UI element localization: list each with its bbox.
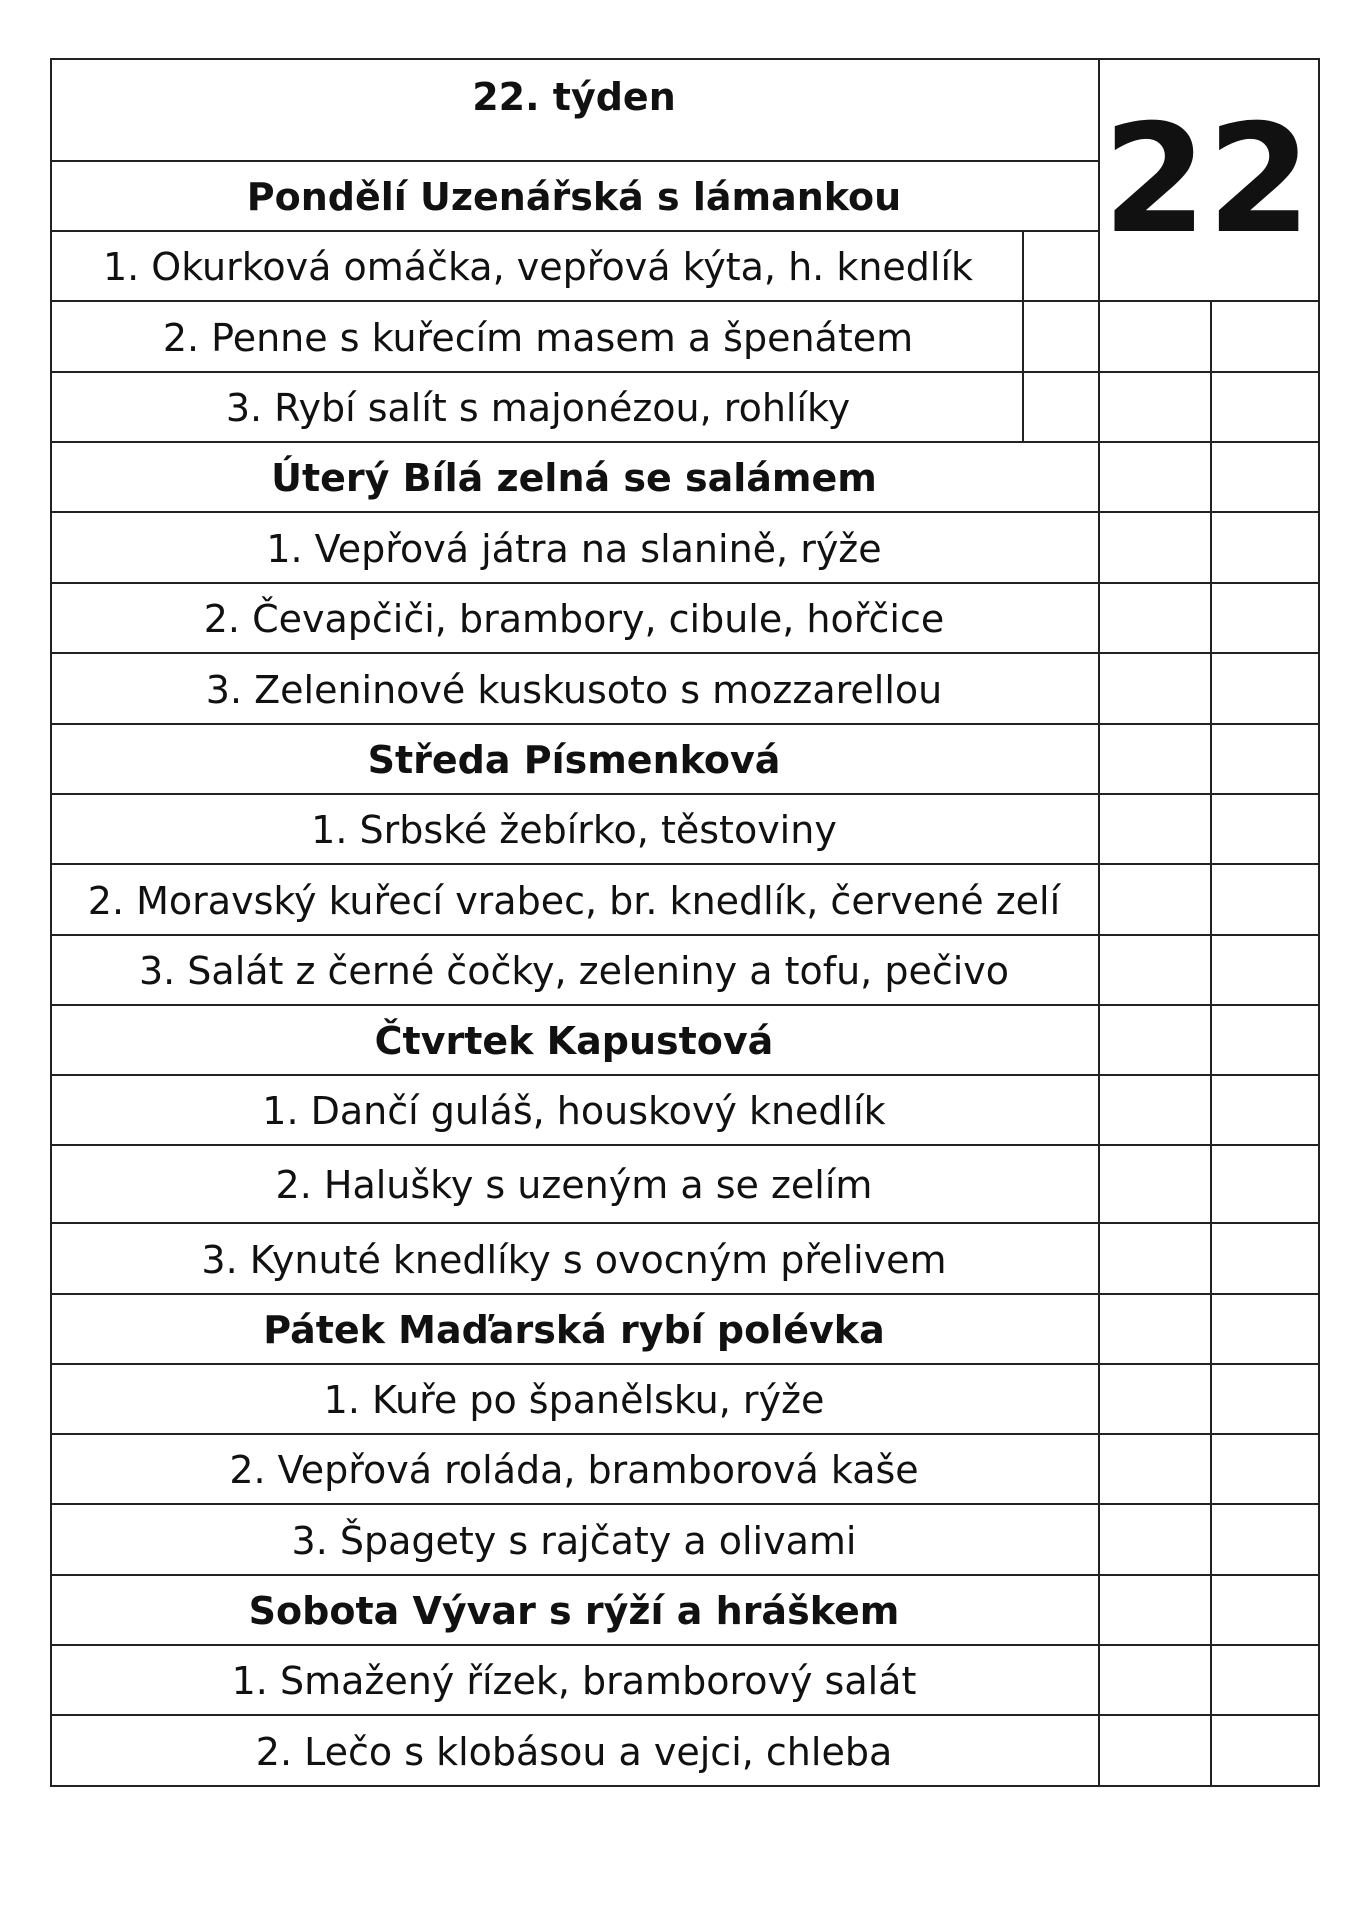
day-heading: Pondělí Uzenářská s lámankou [246, 175, 902, 219]
grid-line-h [50, 582, 1320, 584]
dish-item: 3. Kynuté knedlíky s ovocným přelivem [201, 1237, 947, 1282]
week-title: 22. týden [472, 75, 676, 119]
grid-line-h [50, 793, 1320, 795]
grid-line-h [50, 160, 1100, 162]
dish-item: 1. Okurková omáčka, vepřová kýta, h. knedlík [102, 245, 974, 289]
grid-line-h [50, 300, 1320, 302]
grid-line-h [50, 723, 1320, 725]
grid-line-h [50, 1074, 1320, 1076]
dish-item: 3. Salát z černé čočky, zeleniny a tofu, pečivo [138, 949, 1010, 993]
dish-item: 2. Moravský kuřecí vrabec, br. knedlík, červené zelí [87, 878, 1061, 923]
grid-line-h [50, 1714, 1320, 1716]
dish-item: 2. Penne s kuřecím masem a špenátem [162, 315, 914, 360]
dish-item: 2. Halušky s uzeným a se zelím [275, 1163, 873, 1207]
grid-line-h [50, 652, 1320, 654]
dish-item: 1. Kuře po španělsku, rýže [323, 1378, 825, 1422]
grid-line-h [50, 1222, 1320, 1224]
dish-item: 1. Vepřová játra na slanině, rýže [266, 526, 882, 571]
grid-line-h [50, 1144, 1320, 1146]
dish-item: 3. Rybí salít s majonézou, rohlíky [225, 386, 851, 430]
grid-line-v [1210, 300, 1212, 1787]
day-heading: Středa Písmenková [367, 738, 781, 782]
week-number: 22 [1102, 93, 1312, 267]
day-heading: Pátek Maďarská rybí polévka [263, 1308, 885, 1352]
grid-line-v [1098, 58, 1100, 1787]
grid-line-v [1318, 58, 1320, 1787]
grid-line-h [50, 1293, 1320, 1295]
dish-item: 2. Vepřová roláda, bramborová kaše [229, 1448, 919, 1492]
dish-item: 2. Lečo s klobásou a vejci, chleba [255, 1729, 893, 1774]
grid-line-h [50, 1433, 1320, 1435]
grid-line-h [50, 441, 1320, 443]
grid-line-h [50, 58, 1320, 60]
dish-item: 1. Srbské žebírko, těstoviny [311, 808, 837, 852]
grid-line-h [50, 511, 1320, 513]
dish-item: 3. Špagety s rajčaty a olivami [291, 1518, 857, 1563]
grid-line-h [50, 1644, 1320, 1646]
grid-line-v [50, 58, 52, 1787]
dish-item: 1. Dančí guláš, houskový knedlík [262, 1089, 886, 1133]
day-heading: Úterý Bílá zelná se salámem [271, 456, 877, 500]
grid-line-h [50, 1785, 1320, 1787]
grid-line-h [50, 1363, 1320, 1365]
grid-line-h [50, 230, 1100, 232]
grid-line-h [50, 1503, 1320, 1505]
grid-line-v [1022, 230, 1024, 443]
grid-line-h [50, 371, 1320, 373]
grid-line-h [50, 863, 1320, 865]
grid-line-h [50, 934, 1320, 936]
dish-item: 1. Smažený řízek, bramborový salát [231, 1659, 917, 1703]
grid-line-h [50, 1004, 1320, 1006]
day-heading: Čtvrtek Kapustová [374, 1019, 774, 1063]
grid-line-h [50, 1574, 1320, 1576]
dish-item: 3. Zeleninové kuskusoto s mozzarellou [205, 667, 943, 712]
dish-item: 2. Čevapčiči, brambory, cibule, hořčice [203, 597, 945, 641]
day-heading: Sobota Vývar s rýží a hráškem [248, 1589, 900, 1633]
